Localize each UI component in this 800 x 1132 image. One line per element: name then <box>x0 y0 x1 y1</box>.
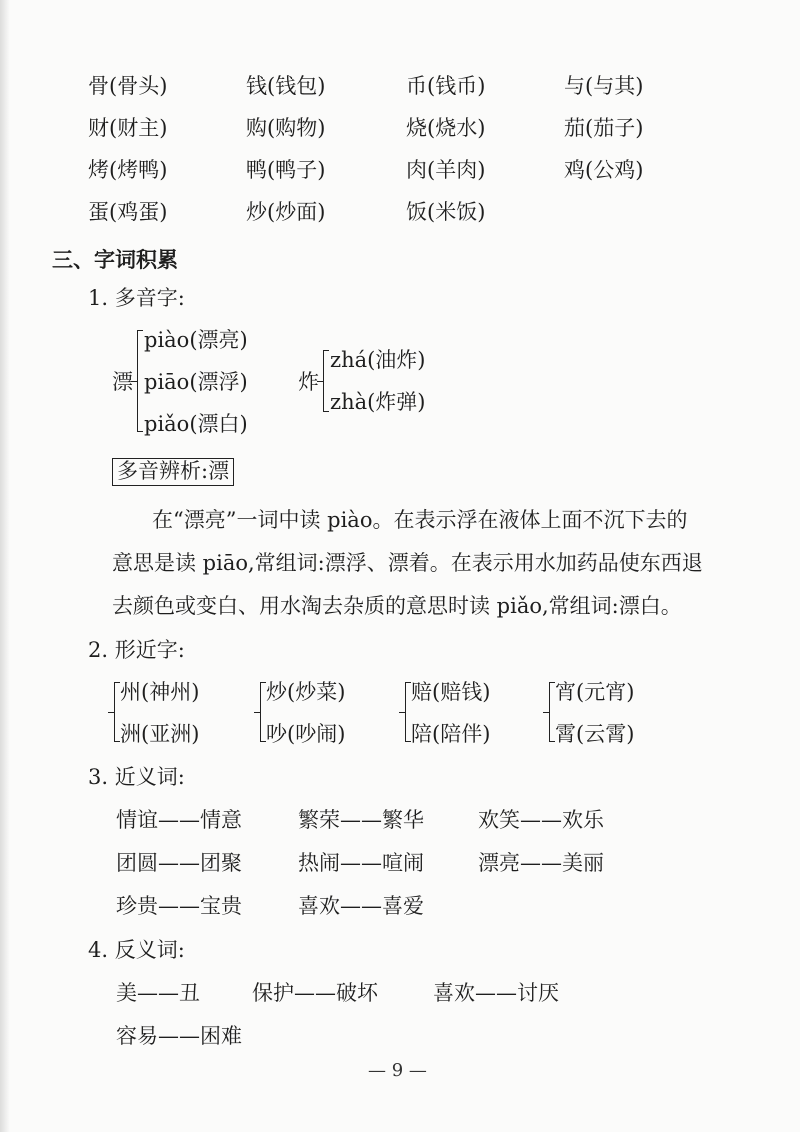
synonym-pair: 珍贵——宝贵 <box>116 894 242 918</box>
explanation-line: 意思是读 piāo,常组词:漂浮、漂着。在表示用水加药品使东西退 <box>112 551 703 575</box>
polyphonic-char: 漂 <box>112 370 133 394</box>
similar-item: 州(神州) <box>120 680 200 704</box>
antonym-pair: 美——丑 <box>116 981 200 1005</box>
synonym-pair: 情谊——情意 <box>116 808 242 832</box>
similar-item: 霄(云霄) <box>555 722 635 746</box>
reading-item: piāo(漂浮) <box>144 370 248 394</box>
similar-item: 洲(亚洲) <box>120 722 200 746</box>
reading-item: zhà(炸弹) <box>330 390 426 414</box>
vocab-item: 烤(烤鸭) <box>88 158 168 182</box>
brace-icon <box>323 350 324 412</box>
antonym-pair: 喜欢——讨厌 <box>433 981 559 1005</box>
brace-icon <box>137 330 138 432</box>
synonym-pair: 繁荣——繁华 <box>298 808 424 832</box>
similar-chars-label: 2. 形近字: <box>88 638 185 662</box>
similar-item: 宵(元宵) <box>555 680 635 704</box>
vocab-item: 蛋(鸡蛋) <box>88 200 168 224</box>
scan-edge-shadow <box>0 0 10 1132</box>
vocab-item: 鸭(鸭子) <box>246 158 326 182</box>
similar-item: 炒(炒菜) <box>266 680 346 704</box>
polyphonic-label: 1. 多音字: <box>88 286 185 310</box>
synonym-pair: 热闹——喧闹 <box>298 851 424 875</box>
synonym-pair: 团圆——团聚 <box>116 851 242 875</box>
brace-icon <box>405 682 406 742</box>
synonym-pair: 漂亮——美丽 <box>478 851 604 875</box>
synonym-pair: 欢笑——欢乐 <box>478 808 604 832</box>
vocab-item: 茄(茄子) <box>564 116 644 140</box>
polyphonic-char: 炸 <box>298 370 319 394</box>
vocab-item: 炒(炒面) <box>246 200 326 224</box>
synonym-pair: 喜欢——喜爱 <box>298 894 424 918</box>
page-number: — 9 — <box>368 1060 427 1081</box>
section-title: 三、字词积累 <box>52 248 178 272</box>
vocab-item: 币(钱币) <box>406 74 486 98</box>
explanation-line: 在“漂亮”一词中读 piào。在表示浮在液体上面不沉下去的 <box>152 508 688 532</box>
explanation-line: 去颜色或变白、用水淘去杂质的意思时读 piǎo,常组词:漂白。 <box>112 594 682 618</box>
vocab-item: 肉(羊肉) <box>406 158 486 182</box>
polyphonic-box-title: 多音辨析:漂 <box>112 458 234 486</box>
vocab-item: 烧(烧水) <box>406 116 486 140</box>
antonyms-label: 4. 反义词: <box>88 938 185 962</box>
brace-icon <box>549 682 550 742</box>
reading-item: piào(漂亮) <box>144 328 248 352</box>
synonyms-label: 3. 近义词: <box>88 765 185 789</box>
vocab-item: 购(购物) <box>246 116 326 140</box>
vocab-item: 骨(骨头) <box>88 74 168 98</box>
brace-icon <box>260 682 261 742</box>
similar-item: 吵(吵闹) <box>266 722 346 746</box>
reading-item: zhá(油炸) <box>330 348 426 372</box>
vocab-item: 鸡(公鸡) <box>564 158 644 182</box>
reading-item: piǎo(漂白) <box>144 412 248 436</box>
brace-icon <box>114 682 115 742</box>
antonym-pair: 容易——困难 <box>116 1024 242 1048</box>
vocab-item: 钱(钱包) <box>246 74 326 98</box>
antonym-pair: 保护——破坏 <box>252 981 378 1005</box>
vocab-item: 饭(米饭) <box>406 200 486 224</box>
similar-item: 赔(赔钱) <box>411 680 491 704</box>
vocab-item: 与(与其) <box>564 74 644 98</box>
similar-item: 陪(陪伴) <box>411 722 491 746</box>
vocab-item: 财(财主) <box>88 116 168 140</box>
